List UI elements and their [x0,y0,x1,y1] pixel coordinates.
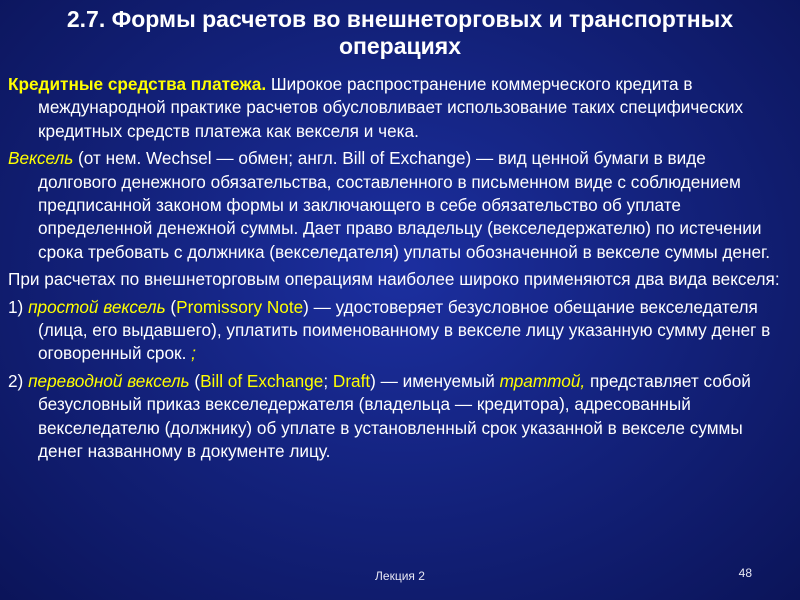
item-text: ) — удостоверяет безусловное обещание векселедателя (лица, его выдавшего), уплатить поименованному в векселе лицу указанную сумму денег в оговоренный срок. [38,296,771,364]
english-term-1: Bill of Exchange [200,370,324,391]
item-text: представляет собой безусловный приказ векселедержателя (владельца — кредитора), адресованный векселедателю (должнику) об уплате в установленный срок указанной в векселе суммы денег названному в документе лицу. [38,370,751,462]
term-credit-means: Кредитные средства платежа. [8,74,267,94]
page-number: 48 [738,566,752,580]
paragraph-text: Широкое распространение коммерческого кредита в международной практике расчетов обусловливает использование таких специфических кредитных средств платежа как векселя и чека. [38,74,744,141]
term-tratta: траттой, [499,370,586,391]
item-text: ) — именуемый [370,370,500,391]
term-transfer-bill: переводной вексель [28,370,190,391]
term-promissory: простой вексель [28,296,166,317]
separator: ; [323,370,333,391]
list-item-bill-of-exchange [8,370,786,464]
item-tail: ; [191,343,196,364]
slide-content [8,73,786,468]
english-term: Promissory Note [176,296,304,317]
paragraph-two-types [8,268,786,291]
list-number: 1) [8,296,29,317]
list-item-promissory-note [8,296,786,366]
bracket-open: ( [165,296,177,317]
bracket-open: ( [189,370,201,391]
list-number: 2) [8,370,29,391]
term-bill: Вексель [8,148,74,169]
paragraph-text: При расчетах по внешнеторговым операциям наиболее широко применяются два вида векселя: [8,269,780,290]
slide-title: 2.7. Формы расчетов во внешнеторговых и транспортных операциях [66,6,734,59]
paragraph-credit-means [8,73,786,143]
english-term-2: Draft [332,370,371,391]
paragraph-text: (от нем. Wechsel — обмен; англ. Bill of Exchange) — вид ценной бумаги в виде долгового денежного обязательства, составленного в письменном виде с соблюдением предписанной законом формы и заключающего в себе обязательство об уплате определенной денежной суммы. Дает право владельцу (векселедержателю) по истечении срока требовать с должника (векселедателя) уплаты обозначенной в векселе суммы денег. [38,148,770,262]
paragraph-bill [8,147,786,264]
footer-lecture-label: Лекция 2 [375,569,425,583]
